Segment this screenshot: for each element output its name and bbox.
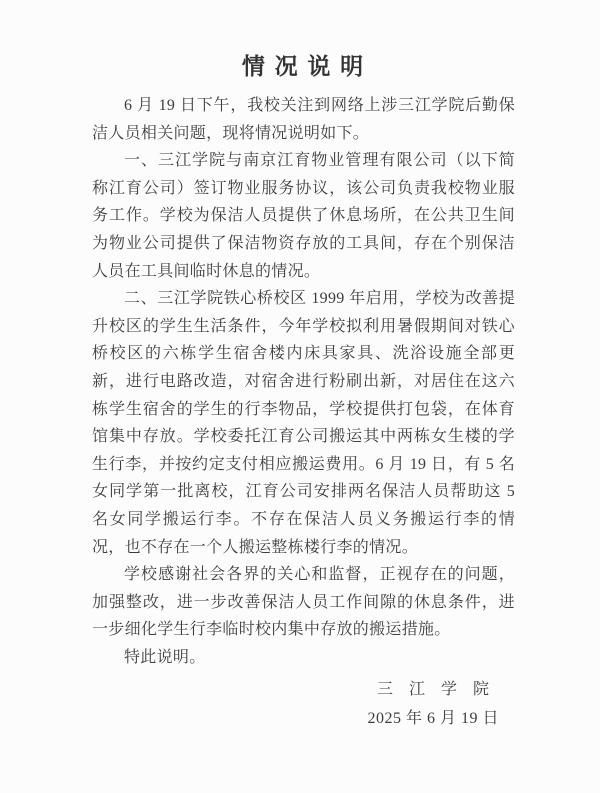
document-title: 情 况 说 明 — [241, 54, 366, 79]
item-two-paragraph: 二、三江学院铁心桥校区 1999 年启用，学校为改善提升校区的学生生活条件，今年学校拟利用暑假期间对铁心桥校区的六栋学生宿舍楼内床具家具、洗浴设施全部更新，进行电路改造，对宿舍进行粉刷出新，对居住在这六栋学生宿舍的学生的行李物品，学校提供打包袋，在体育馆集中存放。学校委托江育公司搬运其中两栋女生楼的学生行李，并按约定支付相应搬运费用。6 月 19 日，有 5 名女同学第一批离校，江育公司安排两名保洁人员帮助这 5 名女同学搬运行李。不存在保洁人员义务搬运行李的情况，也不存在一个人搬运整栋楼行李的情况。 — [92, 290, 515, 556]
intro-paragraph: 6 月 19 日下午，我校关注到网络上涉三江学院后勤保洁人员相关问题，现将情况说明如下。 — [92, 97, 515, 142]
issue-date: 2025 年 6 月 19 日 — [367, 710, 499, 728]
signature-block — [92, 675, 515, 733]
issuer-name: 三 江 学 院 — [376, 681, 495, 699]
closing-paragraph: 学校感谢社会各界的关心和监督，正视存在的问题，加强整改，进一步改善保洁人员工作间隙的休息条件，进一步细化学生行李临时校内集中存放的搬运措施。 — [92, 566, 515, 639]
item-one-paragraph: 一、三江学院与南京江育物业管理有限公司（以下简称江育公司）签订物业服务协议，该公司负责我校物业服务工作。学校为保洁人员提供了休息场所，在公共卫生间为物业公司提供了保洁物资存放的工具间，存在个别保洁人员在工具间临时休息的情况。 — [92, 152, 515, 280]
statement-line: 特此说明。 — [124, 648, 206, 666]
